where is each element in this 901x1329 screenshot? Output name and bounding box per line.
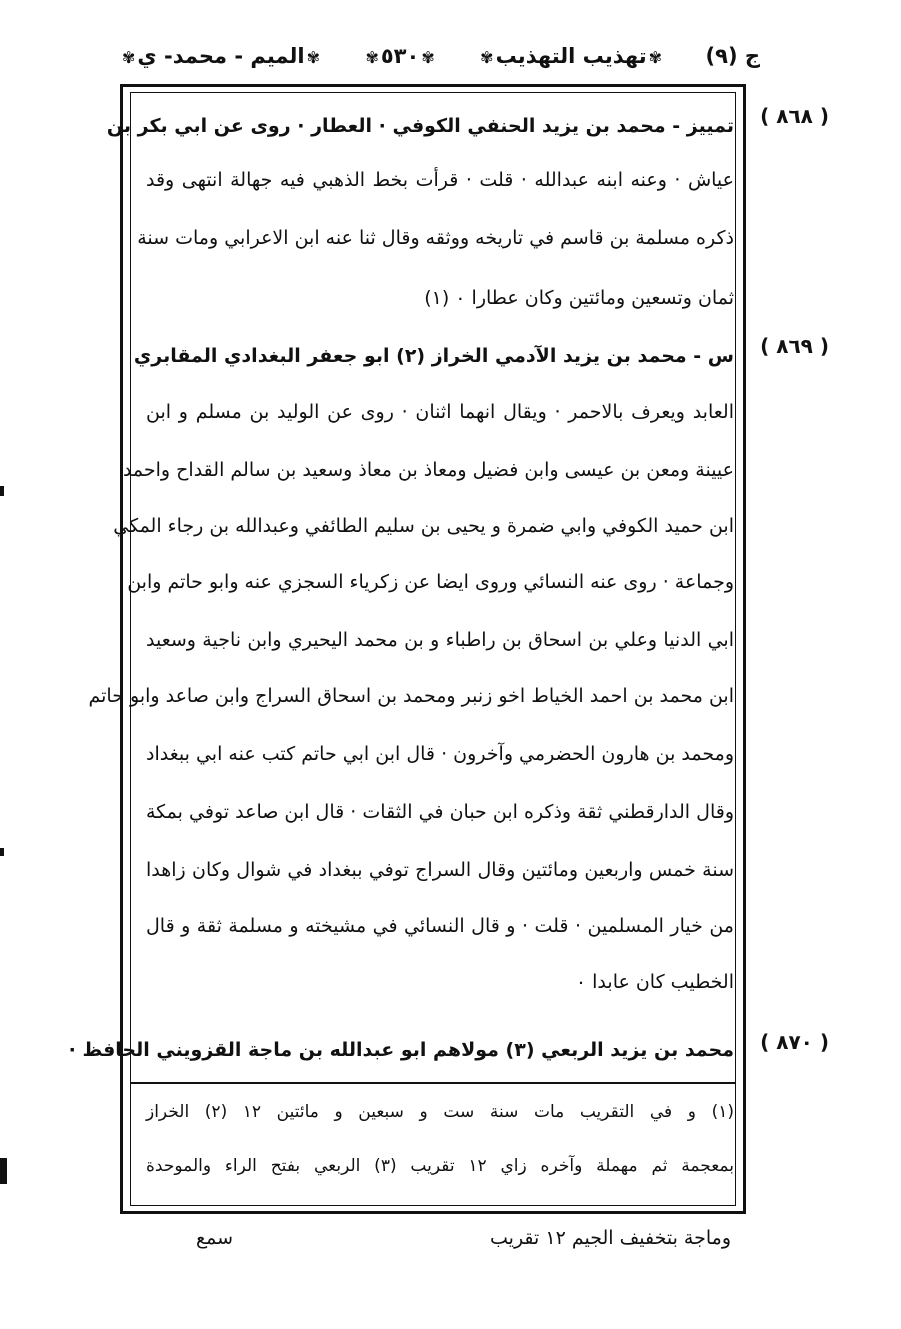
header-volume: ج (٩) <box>705 44 760 68</box>
entry-line: العابد ويعرف بالاحمر · ويقال انهما اثنان · روى عن الوليد بن مسلم و ابن <box>146 401 734 423</box>
ornament-icon: ✾ <box>306 48 320 67</box>
entry-line: الخطيب كان عابدا ٠ <box>575 971 734 993</box>
header-section: ✾الميم - محمد- ي✾ <box>122 44 320 68</box>
ornament-icon: ✾ <box>365 48 379 67</box>
scan-edge-mark <box>0 1158 7 1184</box>
entry-line: وقال الدارقطني ثقة وذكره ابن حبان في الثقات · قال ابن صاعد توفي بمكة <box>146 801 734 823</box>
header-page-number: ✾٥٣٠✾ <box>365 44 435 68</box>
entry-line: س - محمد بن يزيد الآدمي الخراز (٢) ابو جعفر البغدادي المقابري <box>133 345 734 367</box>
entry-number: ( ٨٧٠ ) <box>760 1030 829 1054</box>
entry-line: وجماعة · روى عنه النسائي وروى ايضا عن زكرياء السجزي عنه وابو حاتم وابن <box>127 571 734 593</box>
entry-line: ذكره مسلمة بن قاسم في تاريخه ووثقه وقال ثنا عنه ابن الاعرابي ومات سنة <box>137 227 734 249</box>
header-book-title: ✾تهذيب التهذيب✾ <box>480 44 663 68</box>
entry-line: ابن حميد الكوفي وابي ضمرة و يحيى بن سليم الطائفي وعبدالله بن رجاء المكي <box>113 515 734 537</box>
footnote-line: (١) و في التقريب مات سنة ست و سبعين و مائتين ١٢ (٢) الخراز <box>146 1102 734 1122</box>
entry-line: سنة خمس واربعين ومائتين وقال السراج توفي ببغداد في شوال وكان زاهدا <box>146 859 734 881</box>
entry-line: محمد بن يزيد الربعي (٣) مولاهم ابو عبدالله بن ماجة القزويني الحافظ · <box>68 1039 734 1061</box>
catchword: سمع <box>196 1227 234 1249</box>
entry-line: ومحمد بن هارون الحضرمي وآخرون · قال ابن ابي حاتم كتب عنه ابي ببغداد <box>146 743 734 765</box>
footnote-divider <box>130 1082 736 1084</box>
entry-line: عياش · وعنه ابنه عبدالله · قلت · قرأت بخط الذهبي فيه جهالة انتهى وقد <box>146 169 734 191</box>
entry-line: من خيار المسلمين · قلت · و قال النسائي في مشيخته و مسلمة ثقة و قال <box>146 915 734 937</box>
ornament-icon: ✾ <box>122 48 136 67</box>
scan-edge-mark <box>0 486 4 496</box>
footnote-continuation: وماجة بتخفيف الجيم ١٢ تقريب <box>490 1227 731 1249</box>
entry-line: ثمان وتسعين ومائتين وكان عطارا ٠ (١) <box>424 287 734 309</box>
ornament-icon: ✾ <box>648 48 663 67</box>
entry-line: عيينة ومعن بن عيسى وابن فضيل ومعاذ بن معاذ وسعيد بن سالم القداح واحمد <box>122 459 734 481</box>
ornament-icon: ✾ <box>480 48 494 67</box>
running-header <box>120 38 760 74</box>
entry-line: تمييز - محمد بن يزيد الحنفي الكوفي · العطار · روى عن ابي بكر بن <box>106 115 734 137</box>
entry-line: ابي الدنيا وعلي بن اسحاق بن راطباء و بن محمد اليحيري وابن ناجية وسعيد <box>146 629 734 651</box>
ornament-icon: ✾ <box>421 48 435 67</box>
entry-number: ( ٨٦٩ ) <box>760 334 829 358</box>
footnote-line: بمعجمة ثم مهملة وآخره زاي ١٢ تقريب (٣) الربعي بفتح الراء والموحدة <box>146 1156 734 1176</box>
entry-line: ابن محمد بن احمد الخياط اخو زنبر ومحمد بن اسحاق السراج وابن صاعد وابو حاتم <box>88 685 734 707</box>
entry-number: ( ٨٦٨ ) <box>760 104 829 128</box>
scan-edge-mark <box>0 848 4 856</box>
